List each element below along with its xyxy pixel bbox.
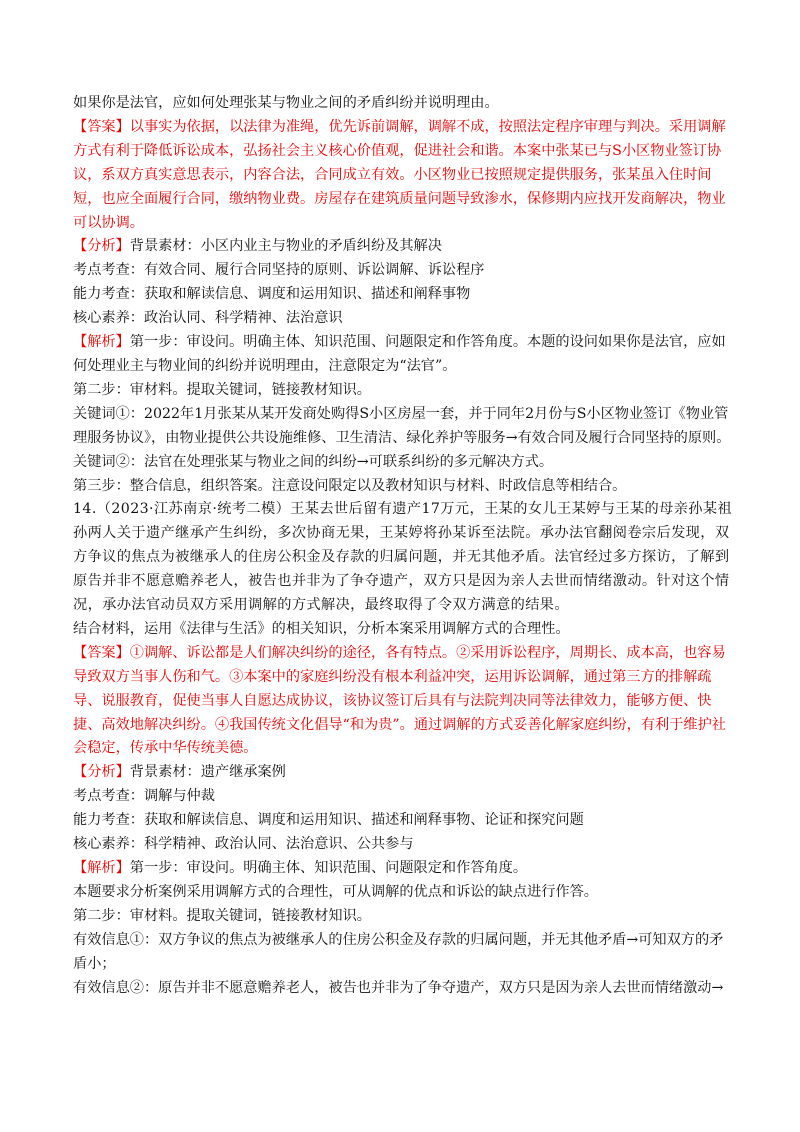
analysis-label: 【分析】 bbox=[73, 238, 130, 255]
intro-question: 如果你是法官，应如何处理张某与物业之间的矛盾纠纷并说明理由。 bbox=[73, 95, 499, 111]
q14-jiexi bbox=[73, 857, 733, 881]
q14-jiexi-2: 本题要求分析案例采用调解方式的合理性，可从调解的优点和诉讼的缺点进行作答。 bbox=[73, 883, 598, 900]
q13-jiexi bbox=[73, 331, 733, 379]
jiexi-text: 第一步：审设问。明确主体、知识范围、问题限定和作答角度。本题的设问如果你是法官，应如何处理业主与物业间的纠纷并说明理由，注意限定为“法官”。 bbox=[73, 334, 726, 374]
analysis-text: 背景素材：小区内业主与物业的矛盾纠纷及其解决 bbox=[129, 238, 442, 255]
q14-answer bbox=[73, 642, 733, 762]
analysis-text: 背景素材：遗产继承案例 bbox=[129, 764, 286, 781]
answer-text: ①调解、诉讼都是人们解决纠纷的途径，各有特点。②采用诉讼程序，周期长、成本高，也容易导致双方当事人伤和气。③本案中的家庭纠纷没有根本利益冲突，运用诉讼调解，通过第三方的排解疏导、说服教育，促使当事人自愿达成协议，该协议签订后具有与法院判决同等法律效力，能够方便、快捷、高效地解决纠纷。④我国传统文化倡导“和为贵”。通过调解的方式妥善化解家庭纠纷，有利于维护社会稳定，传承中华传统美德。 bbox=[73, 644, 726, 757]
q13-keyword-2: 关键词②：法官在处理张某与物业之间的纠纷→可联系纠纷的多元解决方式。 bbox=[73, 453, 554, 470]
q13-nengli: 能力考查：获取和解读信息、调度和运用知识、描述和阐释事物 bbox=[73, 286, 471, 303]
jiexi-text: 第一步：审设问。明确主体、知识范围、问题限定和作答角度。 bbox=[129, 860, 528, 876]
jiexi-label: 【解析】 bbox=[73, 860, 130, 876]
q13-step2: 第二步：审材料。提取关键词，链接教材知识。 bbox=[73, 381, 371, 398]
q14-info-1: 有效信息①：双方争议的焦点为被继承人的住房公积金及存款的归属问题，并无其他矛盾→可知双方的矛盾小； bbox=[73, 931, 724, 972]
document-page bbox=[73, 92, 733, 1000]
q14-question: 结合材料，运用《法律与生活》的相关知识，分析本案采用调解方式的合理性。 bbox=[73, 620, 570, 637]
q14-nengli: 能力考查：获取和解读信息、调度和运用知识、描述和阐释事物、论证和探究问题 bbox=[73, 812, 584, 829]
jiexi-label: 【解析】 bbox=[73, 334, 130, 351]
q14-material: 14.（2023·江苏南京·统考二模）王某去世后留有遗产17万元，王某的女儿王某婷与王某的母亲孙某祖孙两人关于遗产继承产生纠纷，多次协商无果，王某婷将孙某诉至法院。承办法官翻阅卷宗后发现，双方争议的焦点为被继承人的住房公积金及存款的归属问题，并无其他矛盾。法官经过多方探访，了解到原告并非不愿意赡养老人，被告也并非为了争夺遗产，双方只是因为亲人去世而情绪激动。针对这个情况，承办法官动员双方采用调解的方式解决，最终取得了令双方满意的结果。 bbox=[73, 501, 733, 614]
q13-answer bbox=[73, 116, 733, 236]
q13-step3: 第三步：整合信息，组织答案。注意设问限定以及教材知识与材料、时政信息等相结合。 bbox=[73, 477, 627, 494]
q14-info-2: 有效信息②：原告并非不愿意赡养老人，被告也并非为了争夺遗产，双方只是因为亲人去世而情绪激动→ bbox=[73, 979, 724, 996]
answer-text: 以事实为依据，以法律为准绳，优先诉前调解，调解不成，按照法定程序审理与判决。采用调解方式有利于降低诉讼成本，弘扬社会主义核心价值观，促进社会和谐。本案中张某已与S小区物业签订协议，系双方真实意思表示，内容合法，合同成立有效。小区物业已按照规定提供服务，张某虽入住时间短，也应全面履行合同，缴纳物业费。房屋存在建筑质量问题导致渗水，保修期内应找开发商解决，物业可以协调。 bbox=[73, 118, 726, 231]
q13-analysis bbox=[73, 235, 733, 259]
answer-label: 【答案】 bbox=[73, 644, 130, 661]
q13-keyword-1: 关键词①：2022年1月张某从某开发商处购得S小区房屋一套，并于同年2月份与S小区物业签订《物业管理服务协议》，由物业提供公共设施维修、卫生清洁、绿化养护等服务→有效合同及履行合同坚持的原则。 bbox=[73, 405, 731, 446]
q14-suyang: 核心素养：科学精神、政治认同、法治意识、公共参与 bbox=[73, 836, 414, 853]
q13-suyang: 核心素养：政治认同、科学精神、法治意识 bbox=[73, 310, 343, 327]
q14-step2: 第二步：审材料。提取关键词，链接教材知识。 bbox=[73, 907, 371, 924]
q14-analysis bbox=[73, 761, 733, 785]
q14-kaodian: 考点考查：调解与仲裁 bbox=[73, 788, 215, 805]
q13-kaodian: 考点考查：有效合同、履行合同坚持的原则、诉讼调解、诉讼程序 bbox=[73, 262, 485, 279]
analysis-label: 【分析】 bbox=[73, 764, 130, 781]
answer-label: 【答案】 bbox=[73, 118, 130, 135]
